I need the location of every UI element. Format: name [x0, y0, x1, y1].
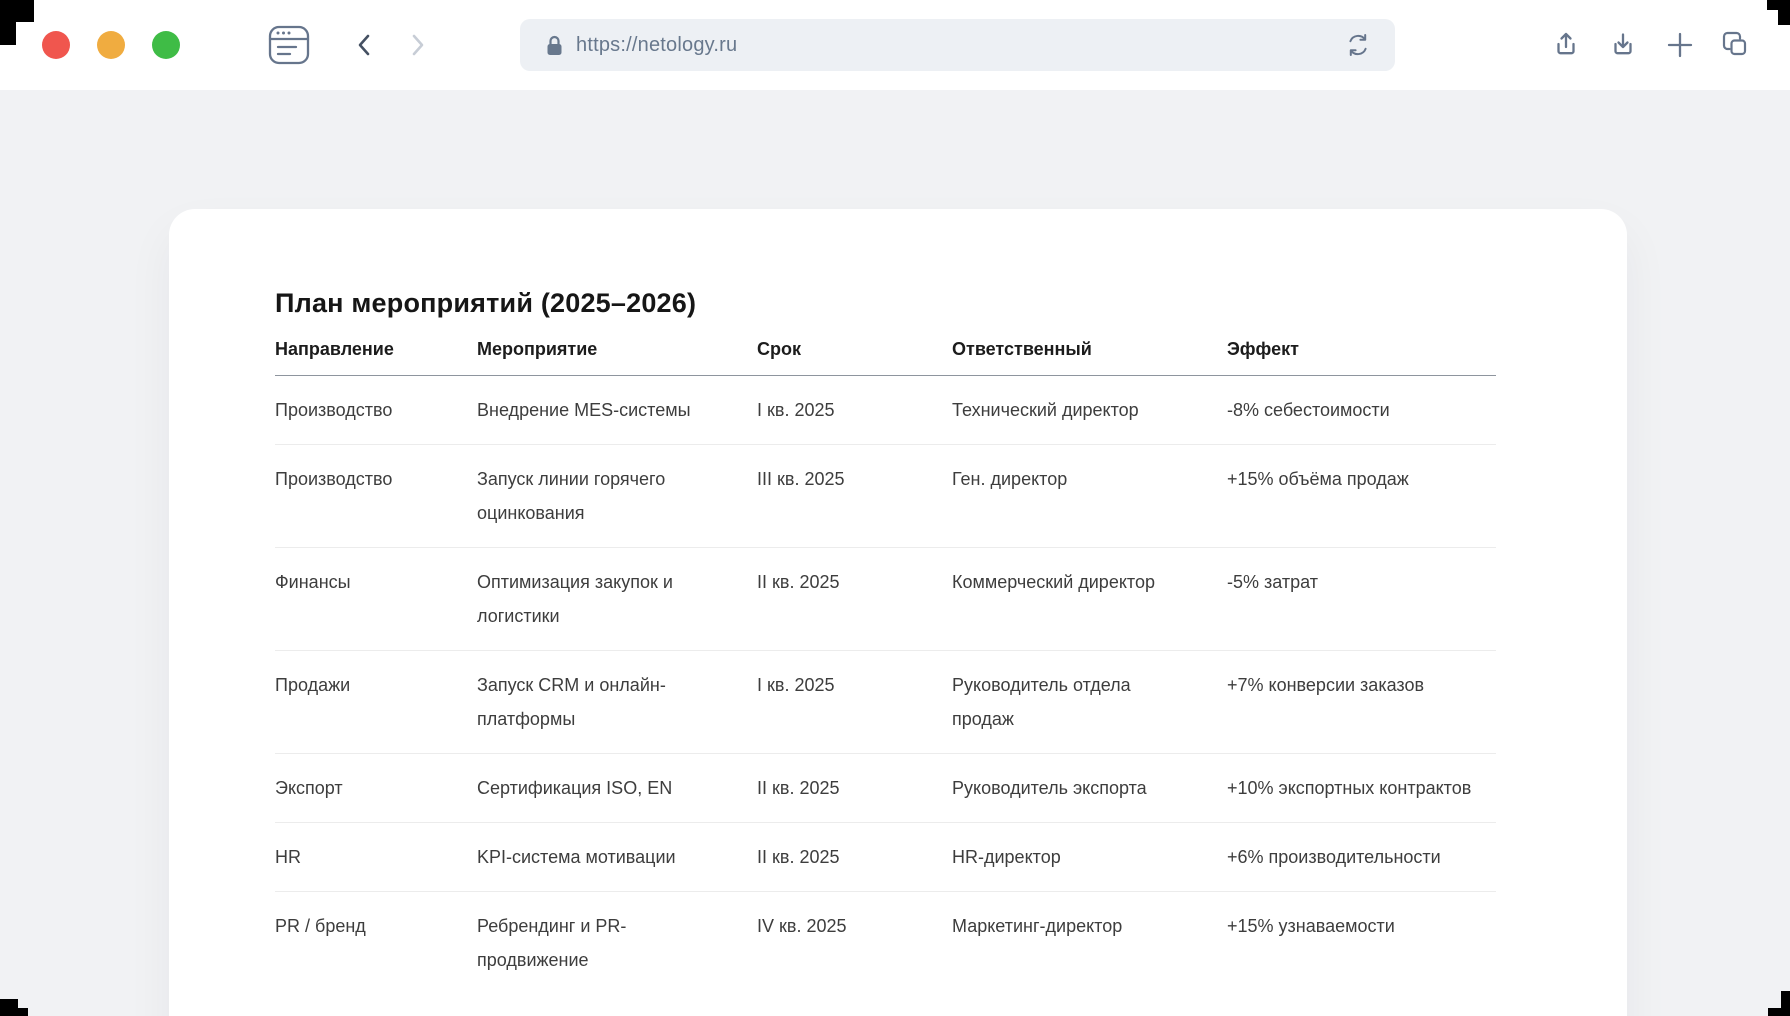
- table-cell: Технический директор: [952, 376, 1227, 445]
- share-button[interactable]: [1551, 30, 1581, 60]
- close-window-button[interactable]: [42, 31, 70, 59]
- table-cell: II кв. 2025: [757, 823, 952, 892]
- content-card: [169, 209, 1627, 1016]
- table-cell: Ребрендинг и PR-продвижение: [477, 916, 627, 970]
- table-cell: +10% экспортных контрактов: [1227, 754, 1496, 823]
- lock-icon: [545, 34, 564, 57]
- table-row: [275, 376, 1496, 445]
- table-cell: Производство: [275, 445, 477, 548]
- table-row: [275, 892, 1496, 995]
- table-cell: Сертификация ISO, EN: [477, 754, 757, 823]
- table-cell: +15% объёма продаж: [1227, 445, 1496, 548]
- table-cell: +6% производительности: [1227, 823, 1496, 892]
- column-header: Срок: [757, 320, 952, 376]
- table-cell: II кв. 2025: [757, 548, 952, 651]
- table-cell: Внедрение MES-системы: [477, 376, 757, 445]
- page-title: План мероприятий (2025–2026): [275, 288, 697, 318]
- table-row: [275, 651, 1496, 754]
- table-cell: Коммерческий директор: [952, 548, 1227, 651]
- download-icon: [1608, 48, 1638, 63]
- table-header-row: [275, 320, 1496, 376]
- tabs-copy-icon: [1721, 48, 1751, 63]
- browser-toolbar: [0, 0, 1790, 90]
- chevron-right-icon: [403, 49, 431, 64]
- table-cell: I кв. 2025: [757, 376, 952, 445]
- table-cell: III кв. 2025: [757, 445, 952, 548]
- plan-table: [275, 320, 1496, 994]
- browser-window-icon: [267, 54, 311, 69]
- table-cell: Запуск CRM и онлайн-платформы: [477, 651, 757, 754]
- table-row: [275, 823, 1496, 892]
- table-cell: Ген. директор: [952, 445, 1227, 548]
- minimize-window-button[interactable]: [97, 31, 125, 59]
- sidebar-toggle-button[interactable]: [267, 24, 311, 66]
- crop-mark-bottom-right: [1768, 1008, 1790, 1016]
- table-cell: I кв. 2025: [757, 651, 952, 754]
- crop-mark-top-left: [0, 0, 16, 45]
- table-cell: IV кв. 2025: [757, 916, 847, 936]
- table-cell: Запуск линии горячего оцинкования: [477, 445, 757, 548]
- table-cell: Экспорт: [275, 754, 477, 823]
- table-row: [275, 548, 1496, 651]
- table-cell: PR / бренд: [275, 916, 366, 936]
- table-row: [275, 754, 1496, 823]
- table-cell: Руководитель экспорта: [952, 754, 1227, 823]
- table-cell: +15% узнаваемости: [1227, 916, 1395, 936]
- refresh-icon: [1343, 48, 1373, 63]
- column-header: Мероприятие: [477, 320, 757, 376]
- zoom-window-button[interactable]: [152, 31, 180, 59]
- page-background: [0, 90, 1790, 1016]
- column-header: Эффект: [1227, 320, 1496, 376]
- show-tabs-button[interactable]: [1721, 30, 1751, 60]
- column-header: Ответственный: [952, 320, 1227, 376]
- plus-icon: [1665, 48, 1695, 63]
- table-cell: Продажи: [275, 651, 477, 754]
- share-icon: [1551, 48, 1581, 63]
- crop-mark-top-right: [1778, 0, 1790, 25]
- table-cell: KPI-система мотивации: [477, 823, 757, 892]
- table-cell: II кв. 2025: [757, 754, 952, 823]
- table-cell: Оптимизация закупок и логистики: [477, 548, 757, 651]
- url-text: https://netology.ru: [576, 33, 738, 56]
- new-tab-button[interactable]: [1665, 30, 1695, 60]
- table-cell: Финансы: [275, 548, 477, 651]
- table-cell: HR: [275, 823, 477, 892]
- table-cell: Производство: [275, 376, 477, 445]
- download-button[interactable]: [1608, 30, 1638, 60]
- chevron-left-icon: [351, 49, 379, 64]
- table-cell: +7% конверсии заказов: [1227, 651, 1496, 754]
- column-header: Направление: [275, 320, 477, 376]
- address-bar[interactable]: [520, 19, 1395, 71]
- table-cell: Маркетинг-директор: [952, 916, 1123, 936]
- forward-button[interactable]: [403, 29, 431, 61]
- crop-mark-bottom-left: [0, 1008, 28, 1016]
- refresh-button[interactable]: [1343, 30, 1373, 60]
- table-cell: -8% себестоимости: [1227, 376, 1496, 445]
- table-cell: HR-директор: [952, 823, 1227, 892]
- window-controls: [42, 31, 180, 59]
- table-cell: -5% затрат: [1227, 548, 1496, 651]
- table-row: [275, 445, 1496, 548]
- table-cell: Руководитель отдела продаж: [952, 651, 1227, 754]
- back-button[interactable]: [351, 29, 379, 61]
